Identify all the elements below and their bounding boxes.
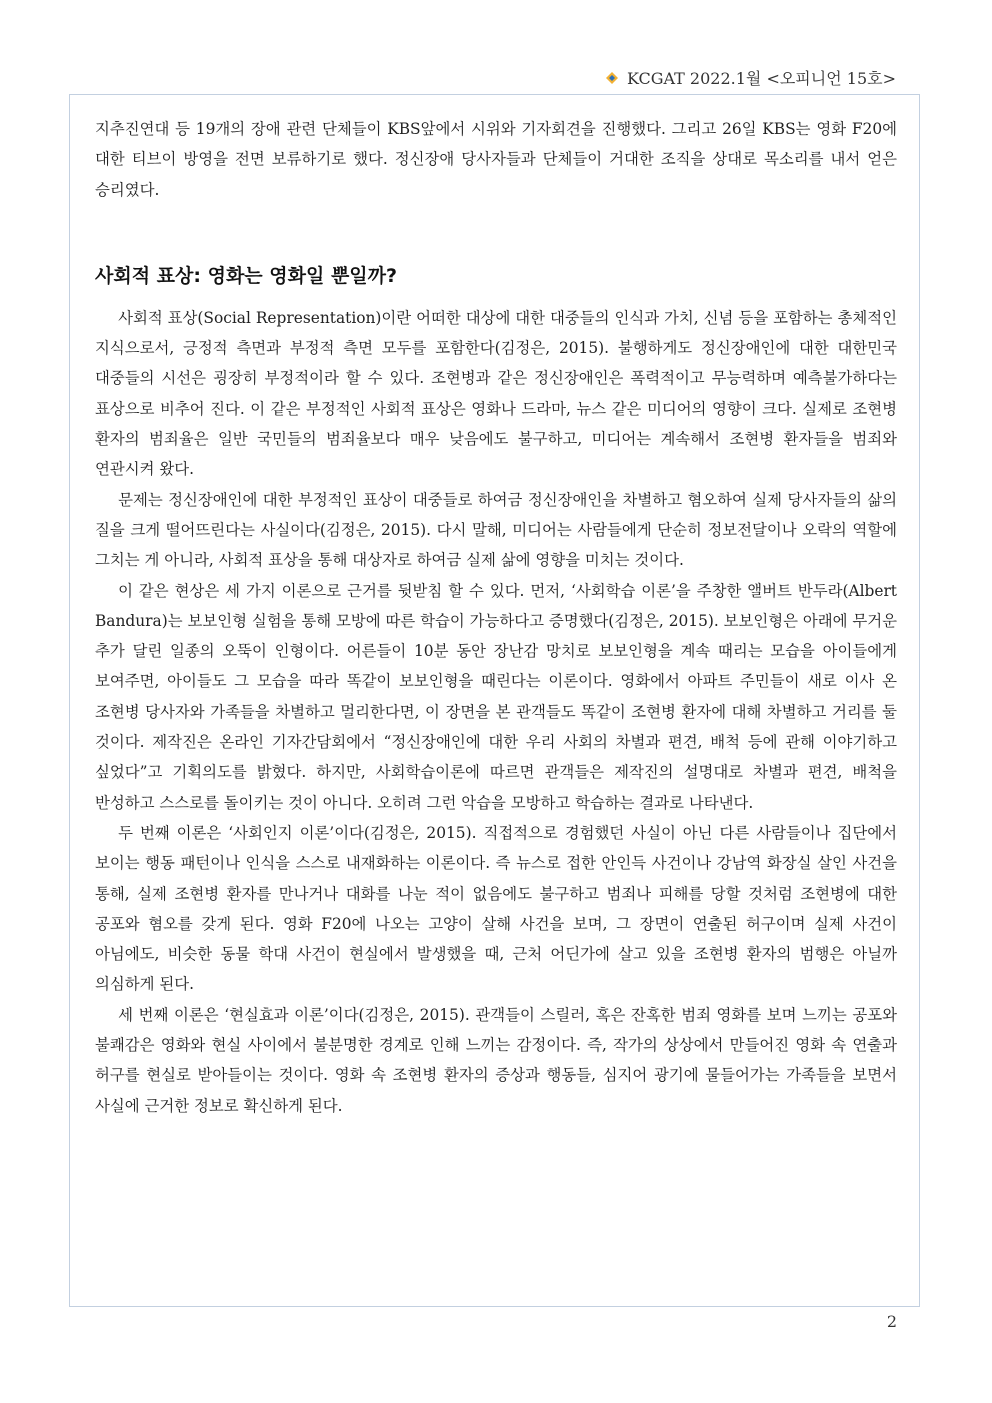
paragraph-problem: 문제는 정신장애인에 대한 부정적인 표상이 대중들로 하여금 정신장애인을 차별하고 혐오하여 실제 당사자들의 삶의 질을 크게 떨어뜨린다는 사실이다(김정은, 2015). 다시 말해, 미디어는 사람들에게 단순히 정보전달이나 오락의 역할에 그치는 게 아니라, 사회적 표상을 통해 대상자로 하여금 실제 삶에 영향을 미치는 것이다.: [95, 490, 897, 570]
paragraph-social-cognitive-theory: 두 번째 이론은 ‘사회인지 이론’이다(김정은, 2015). 직접적으로 경험했던 사실이 아닌 다른 사람들이나 집단에서 보이는 행동 패턴이나 인식을 스스로 내재화하는 이론이다. 즉 뉴스로 접한 안인득 사건이나 강남역 화장실 살인 사건을 통해, 실제 조현병 환자를 만나거나 대화를 나눈 적이 없음에도 불구하고 범죄나 피해를 당할 것처럼 조현병에 대한 공포와 혐오를 갖게 된다. 영화 F20에 나오는 고양이 살해 사건을 보며, 그 장면이 연출된 허구이며 실제 사건이 아님에도, 비슷한 동물 학대 사건이 현실에서 발생했을 때, 근처 어딘가에 살고 있을 조현병 환자의 범행은 아닐까 의심하게 된다.: [95, 823, 897, 994]
paragraph-reality-effect-theory: 세 번째 이론은 ‘현실효과 이론’이다(김정은, 2015). 관객들이 스릴러, 혹은 잔혹한 범죄 영화를 보며 느끼는 공포와 불쾌감은 영화와 현실 사이에서 불분명한 경계로 인해 느끼는 감정이다. 즉, 작가의 상상에서 만들어진 영화 속 연출과 허구를 현실로 받아들이는 것이다. 영화 속 조현병 환자의 증상과 행동들, 심지어 광기에 물들어가는 가족들을 보면서 사실에 근거한 정보로 확신하게 된다.: [95, 1005, 897, 1115]
section-title: 사회적 표상: 영화는 영화일 뿐일까?: [95, 264, 398, 287]
intro-paragraph: 지추진연대 등 19개의 장애 관련 단체들이 KBS앞에서 시위와 기자회견을 진행했다. 그리고 26일 KBS는 영화 F20에 대한 티브이 방영을 전면 보류하기로 했다. 정신장애 당사자들과 단체들이 거대한 조직을 상대로 목소리를 내서 얻은 승리였다.: [95, 120, 897, 199]
paragraph-social-learning-theory: 이 같은 현상은 세 가지 이론으로 근거를 뒷받침 할 수 있다. 먼저, ‘사회학습 이론’을 주창한 앨버트 반두라(Albert Bandura)는 보보인형 실험을 통해 모방에 따른 학습이 가능하다고 증명했다(김정은, 2015). 보보인형은 아래에 무거운 추가 달린 일종의 오뚝이 인형이다. 어른들이 10분 동안 장난감 망치로 보보인형을 계속 때리는 모습을 아이들에게 보여주면, 아이들도 그 모습을 따라 똑같이 보보인형을 때린다는 이론이다. 영화에서 아파트 주민들이 새로 이사 온 조현병 당사자와 가족들을 차별하고 멀리한다면, 이 장면을 본 관객들도 똑같이 조현병 환자에 대해 차별하고 거리를 둘 것이다. 제작진은 온라인 기자간담회에서 “정신장애인에 대한 우리 사회의 차별과 편견, 배척 등에 관해 이야기하고 싶었다”고 기획의도를 밝혔다. 하지만, 사회학습이론에 따르면 관객들은 제작진의 설명대로 차별과 편견, 배척을 반성하고 스스로를 돌이키는 것이 아니다. 오히려 그런 악습을 모방하고 학습하는 결과로 나타낸다.: [95, 581, 897, 812]
header-text: KCGAT 2022.1월 <오피니언 15호>: [626, 69, 896, 88]
document-body: [95, 114, 897, 1121]
diamond-logo-icon: [605, 71, 619, 85]
page-number: 2: [886, 1312, 897, 1331]
page-header: [605, 66, 896, 89]
paragraph-social-representation: 사회적 표상(Social Representation)이란 어떠한 대상에 대한 대중들의 인식과 가치, 신념 등을 포함하는 총체적인 지식으로서, 긍정적 측면과 부정적 측면 모두를 포함한다(김정은, 2015). 불행하게도 정신장애인에 대한 대한민국 대중들의 시선은 굉장히 부정적이라 할 수 있다. 조현병과 같은 정신장애인은 폭력적이고 무능력하며 예측불가하다는 표상으로 비추어 진다. 이 같은 부정적인 사회적 표상은 영화나 드라마, 뉴스 같은 미디어의 영향이 크다. 실제로 조현병 환자의 범죄율은 일반 국민들의 범죄율보다 매우 낮음에도 불구하고, 미디어는 계속해서 조현병 환자들을 범죄와 연관시켜 왔다.: [95, 308, 897, 479]
